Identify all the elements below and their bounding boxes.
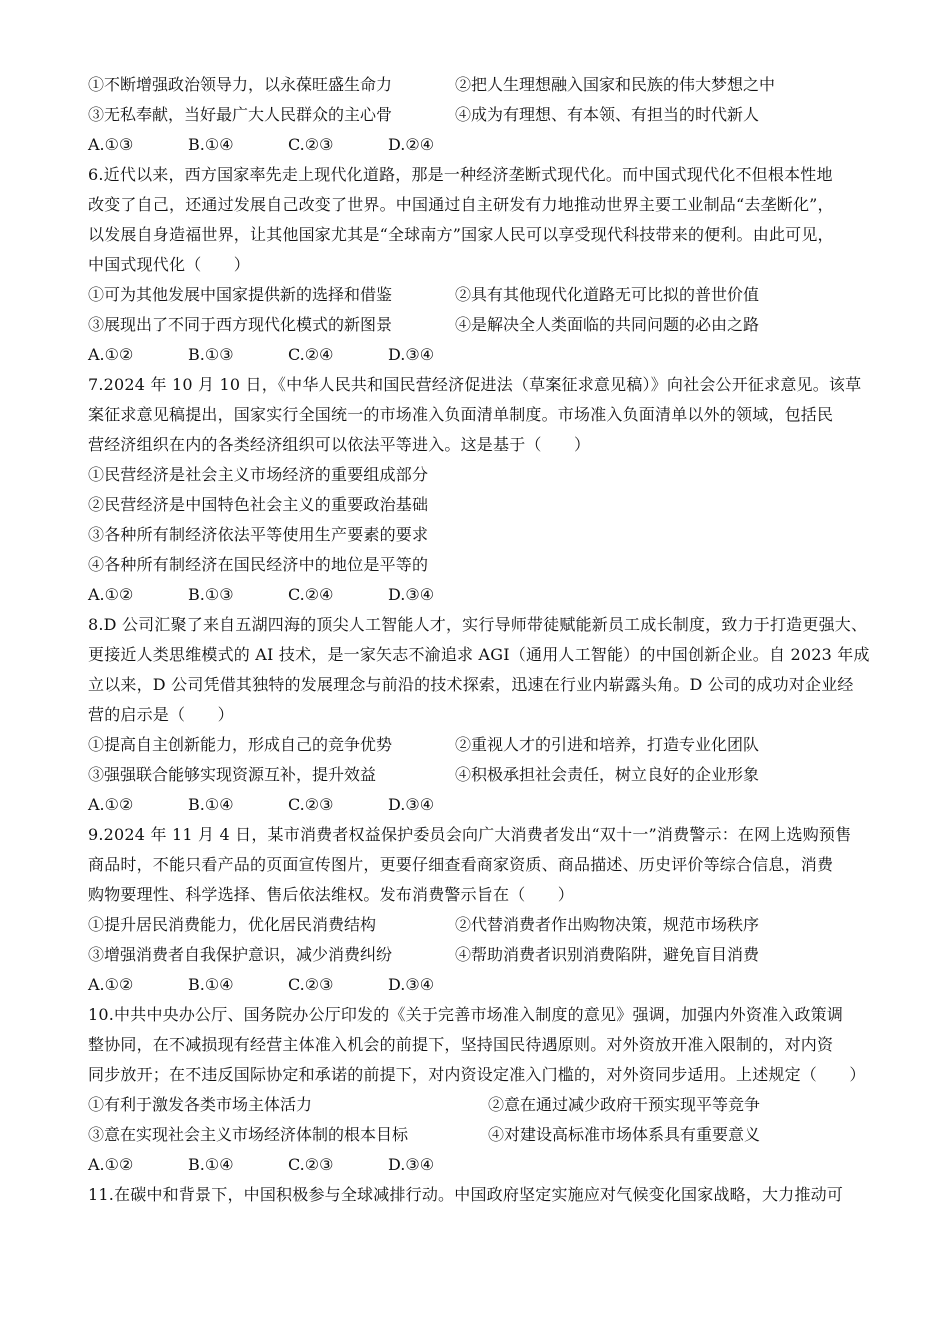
q7-stem-line-1: 7.2024 年 10 月 10 日，《中华人民共和国民营经济促进法（草案征求意见稿）》向社会公开征求意见。该草	[88, 375, 862, 394]
q7-answer-c: C.②④	[288, 585, 334, 604]
q6-option-4: ④是解决全人类面临的共同问题的必由之路	[455, 315, 760, 334]
q5-answer-choices	[88, 130, 878, 160]
q8-stem-line-1: 8.D 公司汇聚了来自五湖四海的顶尖人工智能人才，实行导师带徒赋能新员工成长制度，致力于打造更强大、	[88, 615, 868, 634]
q9-options-row-1	[88, 910, 878, 940]
exam-page	[88, 70, 878, 1210]
q6-answer-choices	[88, 340, 878, 370]
q5-option-4: ④成为有理想、有本领、有担当的时代新人	[455, 105, 760, 124]
q10-option-4: ④对建设高标准市场体系具有重要意义	[488, 1125, 761, 1144]
q7-answer-d: D.③④	[388, 585, 435, 604]
q11-stem-line-1: 11.在碳中和背景下，中国积极参与全球减排行动。中国政府坚定实施应对气候变化国家战略，大力推动可	[88, 1185, 844, 1204]
q9-answer-choices	[88, 970, 878, 1000]
q6-stem-line-4: 中国式现代化（ ）	[88, 255, 251, 274]
q6-option-3: ③展现出了不同于西方现代化模式的新图景	[88, 315, 393, 334]
q7-stem-line-2: 案征求意见稿提出，国家实行全国统一的市场准入负面清单制度。市场准入负面清单以外的领域，包括民	[88, 405, 834, 424]
q8-stem-line-4: 营的启示是（ ）	[88, 705, 234, 724]
q5-options-row-2	[88, 100, 878, 130]
q6-options-row-2	[88, 310, 878, 340]
q10-options-row-2	[88, 1120, 878, 1150]
q6-options-row-1	[88, 280, 878, 310]
q8-option-2: ②重视人才的引进和培养，打造专业化团队	[455, 735, 760, 754]
q7-option-4: ④各种所有制经济在国民经济中的地位是平等的	[88, 555, 429, 574]
q6-option-1: ①可为其他发展中国家提供新的选择和借鉴	[88, 285, 393, 304]
q6-answer-d: D.③④	[388, 345, 435, 364]
q5-answer-d: D.②④	[388, 135, 435, 154]
q10-stem-line-1: 10.中共中央办公厅、国务院办公厅印发的《关于完善市场准入制度的意见》强调，加强内外资准入政策调	[88, 1005, 844, 1024]
q8-option-1: ①提高自主创新能力，形成自己的竞争优势	[88, 735, 393, 754]
q5-answer-a: A.①③	[88, 135, 134, 154]
q10-option-3: ③意在实现社会主义市场经济体制的根本目标	[88, 1125, 409, 1144]
q6-answer-c: C.②④	[288, 345, 334, 364]
q8-answer-b: B.①④	[188, 795, 234, 814]
q9-answer-a: A.①②	[88, 975, 134, 994]
q8-options-row-2	[88, 760, 878, 790]
q10-answer-d: D.③④	[388, 1155, 435, 1174]
q9-stem-line-2: 商品时，不能只看产品的页面宣传图片，更要仔细查看商家资质、商品描述、历史评价等综合信息，消费	[88, 855, 834, 874]
q7-answer-a: A.①②	[88, 585, 134, 604]
q9-answer-d: D.③④	[388, 975, 435, 994]
q8-option-4: ④积极承担社会责任，树立良好的企业形象	[455, 765, 760, 784]
q6-answer-a: A.①②	[88, 345, 134, 364]
q6-stem-line-3: 以发展自身造福世界，让其他国家尤其是“全球南方”国家人民可以享受现代科技带来的便利。由此可见，	[88, 225, 834, 244]
q6-stem-line-1: 6.近代以来，西方国家率先走上现代化道路，那是一种经济垄断式现代化。而中国式现代化不但根本性地	[88, 165, 833, 184]
q9-options-row-2	[88, 940, 878, 970]
q10-options-row-1	[88, 1090, 878, 1120]
q6-option-2: ②具有其他现代化道路无可比拟的普世价值	[455, 285, 760, 304]
q8-options-row-1	[88, 730, 878, 760]
q8-option-3: ③强强联合能够实现资源互补，提升效益	[88, 765, 377, 784]
q7-option-1: ①民营经济是社会主义市场经济的重要组成部分	[88, 465, 429, 484]
q8-answer-c: C.②③	[288, 795, 334, 814]
q10-stem-line-2: 整协同，在不减损现有经营主体准入机会的前提下，坚持国民待遇原则。对外资放开准入限制的，对内资	[88, 1035, 834, 1054]
q9-option-1: ①提升居民消费能力，优化居民消费结构	[88, 915, 377, 934]
q9-stem-line-3: 购物要理性、科学选择、售后依法维权。发布消费警示旨在（ ）	[88, 885, 575, 904]
q9-answer-b: B.①④	[188, 975, 234, 994]
q5-option-3: ③无私奉献，当好最广大人民群众的主心骨	[88, 105, 393, 124]
q7-answer-b: B.①③	[188, 585, 234, 604]
q7-answer-choices	[88, 580, 878, 610]
q7-option-3: ③各种所有制经济依法平等使用生产要素的要求	[88, 525, 429, 544]
q9-option-4: ④帮助消费者识别消费陷阱，避免盲目消费	[455, 945, 760, 964]
q6-stem-line-2: 改变了自己，还通过发展自己改变了世界。中国通过自主研发有力地推动世界主要工业制品“去垄断化”，	[88, 195, 834, 214]
q10-answer-b: B.①④	[188, 1155, 234, 1174]
q5-option-2: ②把人生理想融入国家和民族的伟大梦想之中	[455, 75, 776, 94]
q8-answer-d: D.③④	[388, 795, 435, 814]
q8-stem-line-2: 更接近人类思维模式的 AI 技术，是一家矢志不渝追求 AGI（通用人工智能）的中国创新企业。自 2023 年成	[88, 645, 870, 664]
q9-answer-c: C.②③	[288, 975, 334, 994]
q10-answer-c: C.②③	[288, 1155, 334, 1174]
q10-option-2: ②意在通过减少政府干预实现平等竞争	[488, 1095, 761, 1114]
q5-option-1: ①不断增强政治领导力，以永葆旺盛生命力	[88, 75, 393, 94]
q10-answer-choices	[88, 1150, 878, 1180]
q8-stem-line-3: 立以来，D 公司凭借其独特的发展理念与前沿的技术探索，迅速在行业内崭露头角。D 公司的成功对企业经	[88, 675, 854, 694]
q5-answer-c: C.②③	[288, 135, 334, 154]
q9-option-3: ③增强消费者自我保护意识，减少消费纠纷	[88, 945, 393, 964]
q5-options-row-1	[88, 70, 878, 100]
q6-answer-b: B.①③	[188, 345, 234, 364]
q5-answer-b: B.①④	[188, 135, 234, 154]
q7-stem-line-3: 营经济组织在内的各类经济组织可以依法平等进入。这是基于（ ）	[88, 435, 591, 454]
q8-answer-a: A.①②	[88, 795, 134, 814]
q9-stem-line-1: 9.2024 年 11 月 4 日，某市消费者权益保护委员会向广大消费者发出“双十一”消费警示：在网上选购预售	[88, 825, 852, 844]
q7-option-2: ②民营经济是中国特色社会主义的重要政治基础	[88, 495, 429, 514]
q9-option-2: ②代替消费者作出购物决策，规范市场秩序	[455, 915, 760, 934]
q10-answer-a: A.①②	[88, 1155, 134, 1174]
q8-answer-choices	[88, 790, 878, 820]
q10-option-1: ①有利于激发各类市场主体活力	[88, 1095, 313, 1114]
q10-stem-line-3: 同步放开；在不违反国际协定和承诺的前提下，对内资设定准入门槛的，对外资同步适用。上述规定（ ）	[88, 1065, 866, 1084]
